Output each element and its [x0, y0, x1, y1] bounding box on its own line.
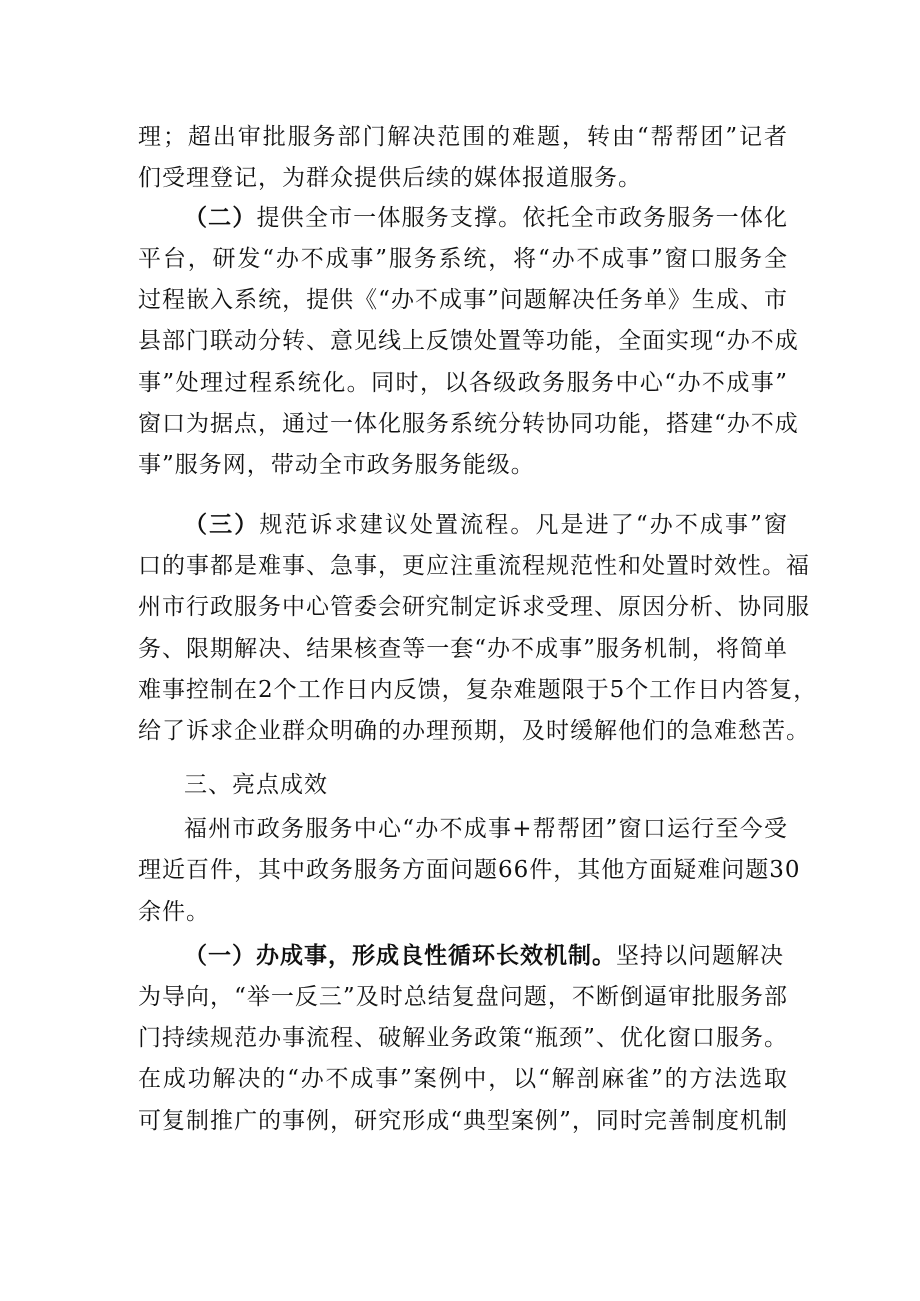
text-line: 给了诉求企业群众明确的办理预期，及时缓解他们的急难愁苦。 [138, 718, 810, 744]
text-line: 县部门联动分转、意见线上反馈处置等功能，全面实现“办不成 [138, 328, 799, 354]
text-line: 事”处理过程系统化。同时，以各级政务服务中心“办不成事” [138, 370, 788, 396]
text-line: 为导向，“举一反三”及时总结复盘问题，不断倒逼审批服务部 [138, 984, 788, 1010]
text-line: 余件。 [138, 899, 210, 925]
text-line: 窗口为据点，通过一体化服务系统分转协同功能，搭建“办不成 [138, 411, 799, 437]
section-heading-line [184, 506, 788, 544]
text-line: 务、限期解决、结果核查等一套“办不成事”服务机制，将简单 [138, 636, 788, 662]
text-line: 们受理登记，为群众提供后续的媒体报道服务。 [138, 165, 642, 191]
heading-prefix: （二） [184, 204, 257, 231]
heading-tail-text: 坚持以问题解决 [616, 943, 784, 969]
section-title: 三、亮点成效 [184, 772, 328, 798]
text-line: 口的事都是难事、急事，更应注重流程规范性和处置时效性。福 [138, 553, 810, 579]
text-line: 门持续规范办事流程、破解业务政策“瓶颈”、优化窗口服务。 [138, 1025, 788, 1051]
text-line: 在成功解决的“办不成事”案例中，以“解剖麻雀”的方法选取 [138, 1066, 788, 1092]
text-line: 州市行政服务中心管委会研究制定诉求受理、原因分析、协同服 [138, 594, 810, 620]
heading-text: 提供全市一体服务支撑。依托全市政务服务一体化 [256, 205, 788, 231]
heading-text: 办成事，形成良性循环长效机制。 [256, 942, 616, 969]
text-line: 理；超出审批服务部门解决范围的难题，转由“帮帮团”记者 [138, 124, 788, 150]
heading-prefix: （三） [184, 511, 260, 538]
text-line: 过程嵌入系统，提供《“办不成事”问题解决任务单》生成、市 [138, 287, 788, 313]
text-line: 事”服务网，带动全市政务服务能级。 [138, 452, 535, 478]
text-line: 理近百件，其中政务服务方面问题66件，其他方面疑难问题30 [138, 857, 801, 883]
heading-prefix: （一） [184, 942, 256, 969]
heading-text: 规范诉求建议处置流程。凡是进了“办不成事”窗 [259, 512, 788, 538]
section-heading-line [184, 199, 788, 237]
text-line: 平台，研发“办不成事”服务系统，将“办不成事”窗口服务全 [138, 246, 788, 272]
section-heading-line [184, 937, 788, 975]
text-line: 可复制推广的事例，研究形成“典型案例”，同时完善制度机制 [138, 1108, 788, 1134]
text-line: 福州市政务服务中心“办不成事+帮帮团”窗口运行至今受 [184, 816, 788, 842]
text-line: 难事控制在2个工作日内反馈，复杂难题限于5个工作日内答复， [138, 677, 818, 703]
